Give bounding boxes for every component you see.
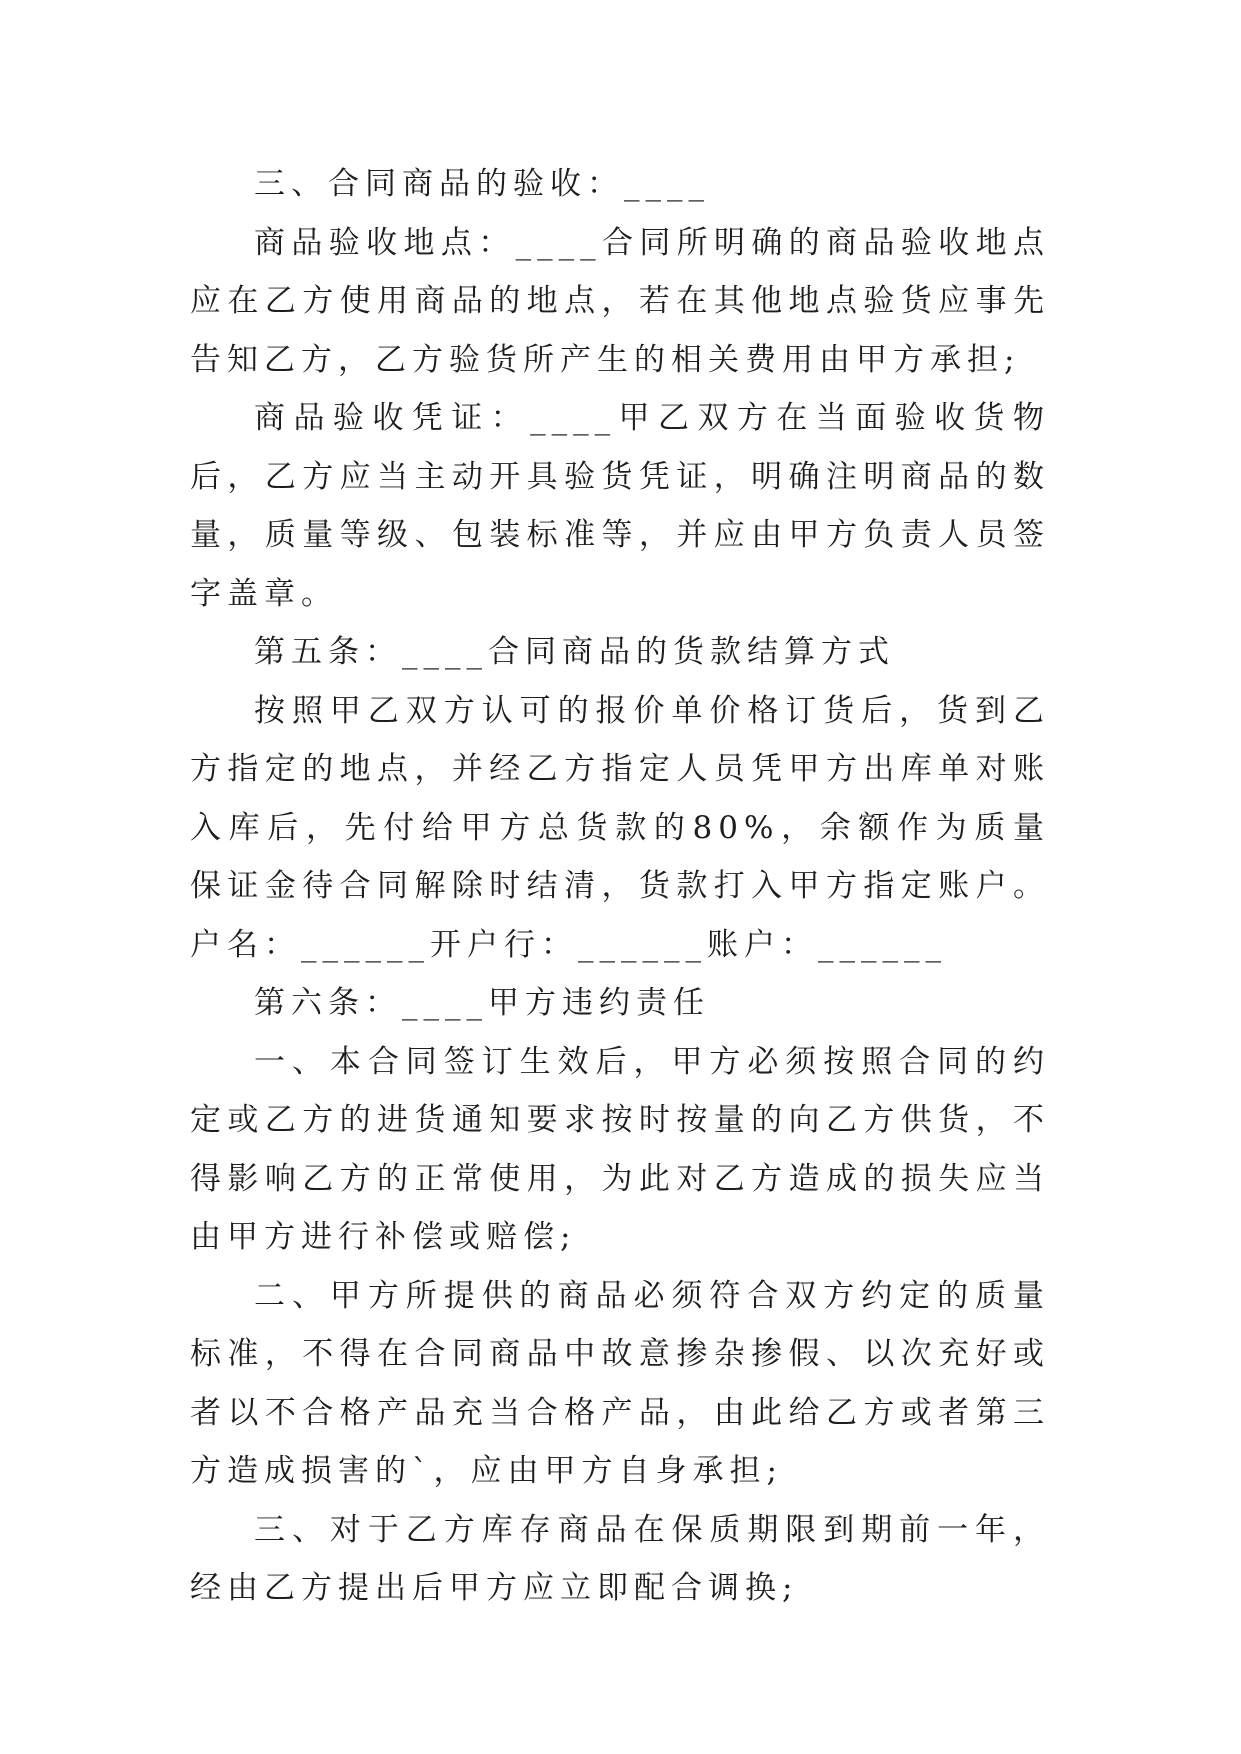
paragraph-liability-three: 三、对于乙方库存商品在保质期限到期前一年，经由乙方提出后甲方应立即配合调换;	[190, 1511, 1050, 1606]
paragraph-liability-one: 一、本合同签订生效后，甲方必须按照合同的约定或乙方的进货通知要求按时按量的向乙方供货，不得影响乙方的正常使用，为此对乙方造成的损失应当由甲方进行补偿或赔偿;	[190, 1043, 1050, 1255]
document-body	[190, 155, 1050, 1618]
paragraph-article-six-heading: 第六条：____甲方违约责任	[254, 985, 710, 1021]
paragraph-article-five-heading: 第五条：____合同商品的货款结算方式	[254, 634, 895, 670]
paragraph-acceptance-voucher: 商品验收凭证：____甲乙双方在当面验收货物后，乙方应当主动开具验货凭证，明确注明商品的数量，质量等级、包装标准等，并应由甲方负责人员签字盖章。	[190, 400, 1050, 612]
paragraph-payment-terms: 按照甲乙双方认可的报价单价格订货后，货到乙方指定的地点，并经乙方指定人员凭甲方出库单对账入库后，先付给甲方总货款的80%，余额作为质量保证金待合同解除时结清，货款打入甲方指定账户。户名：______开户行：______账户：______	[190, 692, 1050, 963]
paragraph-acceptance-location: 商品验收地点：____合同所明确的商品验收地点应在乙方使用商品的地点，若在其他地点验货应事先告知乙方，乙方验货所产生的相关费用由甲方承担;	[190, 224, 1050, 378]
paragraph-acceptance-heading: 三、合同商品的验收：____	[254, 166, 710, 202]
paragraph-liability-two: 二、甲方所提供的商品必须符合双方约定的质量标准，不得在合同商品中故意掺杂掺假、以次充好或者以不合格产品充当合格产品，由此给乙方或者第三方造成损害的`，应由甲方自身承担;	[190, 1277, 1050, 1489]
